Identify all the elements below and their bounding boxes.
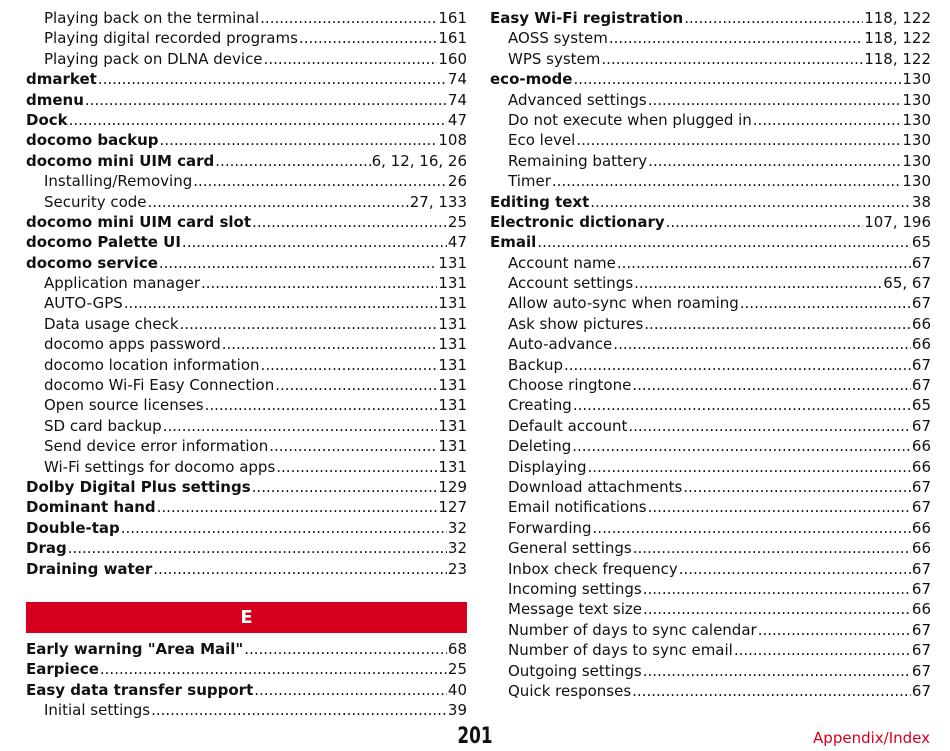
- dot-leader: [643, 579, 911, 599]
- dot-leader: [275, 375, 437, 395]
- page-reference: 131: [438, 294, 467, 313]
- index-subentry: [490, 640, 931, 660]
- page-reference: 130: [902, 90, 931, 109]
- dot-leader: [148, 192, 409, 212]
- dot-leader: [648, 151, 901, 171]
- index-subentry: [490, 253, 931, 273]
- index-term: Dolby Digital Plus settings: [26, 477, 251, 496]
- page-reference: 67: [911, 681, 931, 700]
- page-reference: 131: [438, 253, 467, 272]
- dot-leader: [564, 355, 911, 375]
- page-reference: 66: [911, 600, 931, 619]
- dot-leader: [276, 457, 437, 477]
- index-term: Number of days to sync calendar: [508, 620, 757, 639]
- page-reference: 161: [438, 9, 467, 27]
- dot-leader: [593, 518, 911, 538]
- page-reference: 130: [902, 172, 931, 191]
- page-reference: 67: [911, 477, 931, 496]
- index-subentry: [26, 436, 467, 456]
- index-term: docomo Wi-Fi Easy Connection: [44, 376, 275, 395]
- index-subentry: [26, 8, 467, 28]
- index-subentry: [490, 90, 931, 110]
- index-term: Wi-Fi settings for docomo apps: [44, 457, 276, 476]
- index-term: Displaying: [508, 457, 587, 476]
- page-reference: 67: [911, 376, 931, 395]
- index-term: Creating: [508, 396, 572, 415]
- dot-leader: [601, 49, 863, 69]
- index-term: WPS system: [508, 49, 601, 68]
- index-subentry: [490, 477, 931, 497]
- index-entry: [26, 69, 467, 89]
- page-reference: 131: [438, 355, 467, 374]
- dot-leader: [244, 639, 447, 659]
- index-subentry: [26, 293, 467, 313]
- index-subentry: [490, 110, 931, 130]
- page-reference: 65: [911, 396, 931, 415]
- index-term: Remaining battery: [508, 151, 648, 170]
- index-entry: [490, 232, 931, 252]
- page-reference: 66: [911, 335, 931, 354]
- dot-leader: [740, 293, 911, 313]
- dot-leader: [632, 681, 911, 701]
- index-subentry: [26, 416, 467, 436]
- dot-leader: [182, 232, 447, 252]
- index-term: Deleting: [508, 437, 572, 456]
- index-term: dmenu: [26, 90, 84, 109]
- page-reference: 67: [911, 294, 931, 313]
- page-reference: 67: [911, 579, 931, 598]
- index-subentry: [490, 681, 931, 701]
- index-term: Backup: [508, 355, 563, 374]
- dot-leader: [734, 640, 911, 660]
- dot-leader: [684, 8, 863, 28]
- index-subentry: [26, 192, 467, 212]
- dot-leader: [201, 273, 437, 293]
- index-term: Number of days to sync email: [508, 641, 733, 660]
- dot-leader: [69, 110, 447, 130]
- page-reference: 66: [911, 518, 931, 537]
- index-term: Application manager: [44, 274, 200, 293]
- index-entry: [490, 212, 931, 232]
- index-subentry: [26, 171, 467, 191]
- dot-leader: [254, 680, 447, 700]
- index-subentry: [26, 334, 467, 354]
- dot-leader: [205, 395, 438, 415]
- index-term: Playing back on the terminal: [44, 9, 260, 27]
- index-column-left: [26, 8, 467, 721]
- page-reference: 118, 122: [864, 49, 931, 68]
- index-entry: [26, 253, 467, 273]
- index-term: docomo location information: [44, 355, 260, 374]
- page-reference: 25: [447, 660, 467, 679]
- index-subentry: [490, 355, 931, 375]
- dot-leader: [628, 416, 911, 436]
- dot-leader: [153, 559, 447, 579]
- dot-leader: [159, 253, 437, 273]
- page-reference: 108: [438, 131, 467, 150]
- dot-leader: [634, 273, 882, 293]
- index-subentry: [490, 171, 931, 191]
- page-reference: 67: [911, 559, 931, 578]
- dot-leader: [588, 457, 911, 477]
- dot-leader: [252, 212, 447, 232]
- index-subentry: [490, 130, 931, 150]
- index-term: Security code: [44, 192, 147, 211]
- dot-leader: [121, 518, 447, 538]
- page-reference: 47: [447, 110, 467, 129]
- index-entry: [490, 8, 931, 28]
- index-subentry: [26, 49, 467, 69]
- index-term: docomo apps password: [44, 335, 221, 354]
- page-reference: 32: [447, 518, 467, 537]
- page-reference: 67: [911, 355, 931, 374]
- dot-leader: [180, 314, 438, 334]
- page-reference: 66: [911, 437, 931, 456]
- dot-leader: [573, 395, 911, 415]
- index-term: Initial settings: [44, 701, 151, 720]
- index-entry: [490, 192, 931, 212]
- page-reference: 67: [911, 620, 931, 639]
- index-subentry: [490, 395, 931, 415]
- page-reference: 67: [911, 641, 931, 660]
- page-reference: 131: [438, 274, 467, 293]
- index-term: Message text size: [508, 600, 642, 619]
- dot-leader: [163, 416, 438, 436]
- index-subentry: [26, 355, 467, 375]
- dot-leader: [222, 334, 438, 354]
- page-reference: 66: [911, 314, 931, 333]
- index-term: Quick responses: [508, 681, 632, 700]
- page-reference: 130: [902, 70, 931, 89]
- dot-leader: [590, 192, 911, 212]
- page-reference: 66: [911, 539, 931, 558]
- index-term: SD card backup: [44, 416, 162, 435]
- index-term: Electronic dictionary: [490, 212, 665, 231]
- page-reference: 74: [447, 70, 467, 89]
- page-reference: 38: [911, 192, 931, 211]
- index-term: Playing pack on DLNA device: [44, 49, 263, 68]
- dot-leader: [753, 110, 902, 130]
- page-reference: 131: [438, 457, 467, 476]
- index-term: dmarket: [26, 70, 97, 89]
- page-reference: 67: [911, 661, 931, 680]
- index-subentry: [490, 538, 931, 558]
- index-list-e-continued: [490, 8, 931, 701]
- index-subentry: [490, 661, 931, 681]
- dot-leader: [260, 8, 437, 28]
- page-reference: 65, 67: [883, 274, 931, 293]
- index-term: Eco level: [508, 131, 576, 150]
- index-subentry: [490, 579, 931, 599]
- dot-leader: [151, 700, 447, 720]
- page-reference: 118, 122: [864, 29, 931, 48]
- index-subentry: [490, 497, 931, 517]
- page-reference: 40: [447, 680, 467, 699]
- page-reference: 74: [447, 90, 467, 109]
- index-term: Timer: [508, 172, 551, 191]
- dot-leader: [68, 538, 447, 558]
- index-entry: [490, 69, 931, 89]
- index-column-right: [490, 8, 931, 701]
- page-reference: 39: [447, 701, 467, 720]
- index-term: Account settings: [508, 274, 634, 293]
- dot-leader: [573, 69, 901, 89]
- page-reference: 67: [911, 416, 931, 435]
- index-entry: [26, 151, 467, 171]
- dot-leader: [269, 436, 437, 456]
- index-term: Playing digital recorded programs: [44, 29, 298, 48]
- index-subentry: [490, 151, 931, 171]
- index-entry: [26, 232, 467, 252]
- index-entry: [26, 130, 467, 150]
- index-subentry: [490, 314, 931, 334]
- index-term: AUTO-GPS: [44, 294, 123, 313]
- index-term: Send device error information: [44, 437, 269, 456]
- page-reference: 66: [911, 457, 931, 476]
- dot-leader: [632, 375, 911, 395]
- index-entry: [26, 639, 467, 659]
- index-entry: [26, 680, 467, 700]
- dot-leader: [683, 477, 911, 497]
- index-entry: [26, 659, 467, 679]
- page-reference: 47: [447, 233, 467, 252]
- dot-leader: [613, 334, 911, 354]
- dot-leader: [98, 69, 447, 89]
- page-reference: 160: [438, 49, 467, 68]
- page-reference: 131: [438, 437, 467, 456]
- index-term: General settings: [508, 539, 632, 558]
- index-subentry: [26, 457, 467, 477]
- page-reference: 65: [911, 233, 931, 252]
- dot-leader: [576, 130, 901, 150]
- dot-leader: [648, 90, 902, 110]
- dot-leader: [679, 559, 911, 579]
- page-reference: 130: [902, 151, 931, 170]
- page-reference: 26: [447, 172, 467, 191]
- index-term: Allow auto-sync when roaming: [508, 294, 739, 313]
- index-term: eco-mode: [490, 70, 573, 89]
- page-number: 201: [457, 724, 493, 749]
- dot-leader: [299, 28, 437, 48]
- dot-leader: [124, 293, 438, 313]
- index-term: Drag: [26, 539, 67, 558]
- page-reference: 27, 133: [409, 192, 467, 211]
- index-entry: [26, 477, 467, 497]
- index-term: Data usage check: [44, 314, 179, 333]
- page-reference: 131: [438, 314, 467, 333]
- index-subentry: [490, 599, 931, 619]
- index-entry: [26, 538, 467, 558]
- section-header-e: E: [26, 602, 467, 633]
- page-reference: 25: [447, 212, 467, 231]
- page-reference: 131: [438, 376, 467, 395]
- index-term: Open source licenses: [44, 396, 204, 415]
- index-subentry: [490, 620, 931, 640]
- section-gap: [26, 579, 467, 602]
- dot-leader: [758, 620, 911, 640]
- dot-leader: [644, 314, 911, 334]
- index-subentry: [490, 49, 931, 69]
- page-reference: 130: [902, 131, 931, 150]
- page-reference: 131: [438, 396, 467, 415]
- index-entry: [26, 559, 467, 579]
- index-entry: [26, 212, 467, 232]
- dot-leader: [537, 232, 911, 252]
- index-subentry: [490, 457, 931, 477]
- index-entry: [26, 518, 467, 538]
- index-entry: [26, 497, 467, 517]
- index-term: Choose ringtone: [508, 376, 632, 395]
- index-subentry: [490, 334, 931, 354]
- index-subentry: [26, 395, 467, 415]
- dot-leader: [264, 49, 438, 69]
- index-subentry: [26, 28, 467, 48]
- index-term: docomo backup: [26, 131, 159, 150]
- dot-leader: [193, 171, 447, 191]
- dot-leader: [633, 538, 911, 558]
- dot-leader: [552, 171, 901, 191]
- index-term: Dock: [26, 110, 68, 129]
- index-term: Draining water: [26, 559, 153, 578]
- dot-leader: [261, 355, 438, 375]
- dot-leader: [160, 130, 438, 150]
- index-term: Inbox check frequency: [508, 559, 678, 578]
- section-name: Appendix/Index: [813, 729, 930, 747]
- index-subentry: [26, 375, 467, 395]
- index-term: Do not execute when plugged in: [508, 110, 752, 129]
- index-term: Outgoing settings: [508, 661, 642, 680]
- index-term: Ask show pictures: [508, 314, 644, 333]
- index-term: Earpiece: [26, 660, 99, 679]
- index-term: AOSS system: [508, 29, 608, 48]
- page-reference: 6, 12, 16, 26: [371, 151, 467, 170]
- dot-leader: [157, 497, 438, 517]
- index-term: docomo Palette UI: [26, 233, 181, 252]
- index-subentry: [490, 375, 931, 395]
- index-term: Default account: [508, 416, 628, 435]
- index-term: Forwarding: [508, 518, 592, 537]
- dot-leader: [572, 436, 911, 456]
- page-reference: 127: [438, 498, 467, 517]
- index-subentry: [26, 314, 467, 334]
- index-term: Advanced settings: [508, 90, 647, 109]
- dot-leader: [643, 661, 911, 681]
- index-term: Easy Wi-Fi registration: [490, 9, 684, 27]
- page-reference: 130: [902, 110, 931, 129]
- index-subentry: [490, 559, 931, 579]
- index-entry: [26, 110, 467, 130]
- index-term: Early warning "Area Mail": [26, 639, 244, 658]
- index-term: Incoming settings: [508, 579, 642, 598]
- page-reference: 131: [438, 335, 467, 354]
- dot-leader: [609, 28, 863, 48]
- index-term: Dominant hand: [26, 498, 156, 517]
- dot-leader: [85, 90, 447, 110]
- index-term: Installing/Removing: [44, 172, 193, 191]
- index-term: docomo service: [26, 253, 158, 272]
- index-list-e: [26, 639, 467, 721]
- page-reference: 129: [438, 477, 467, 496]
- index-term: Auto-advance: [508, 335, 613, 354]
- page-reference: 131: [438, 416, 467, 435]
- index-subentry: [26, 273, 467, 293]
- index-term: Email notifications: [508, 498, 647, 517]
- index-subentry: [26, 700, 467, 720]
- index-term: Easy data transfer support: [26, 680, 254, 699]
- page-reference: 68: [447, 639, 467, 658]
- page-reference: 161: [438, 29, 467, 48]
- page-reference: 67: [911, 498, 931, 517]
- dot-leader: [617, 253, 911, 273]
- index-subentry: [490, 273, 931, 293]
- index-term: Download attachments: [508, 477, 683, 496]
- index-term: Editing text: [490, 192, 590, 211]
- dot-leader: [648, 497, 911, 517]
- dot-leader: [100, 659, 447, 679]
- index-subentry: [490, 518, 931, 538]
- page-reference: 67: [911, 253, 931, 272]
- page-reference: 23: [447, 559, 467, 578]
- page-reference: 107, 196: [864, 212, 931, 231]
- dot-leader: [215, 151, 370, 171]
- dot-leader: [643, 599, 911, 619]
- index-subentry: [490, 416, 931, 436]
- index-list-d: [26, 8, 467, 579]
- index-subentry: [490, 28, 931, 48]
- index-term: docomo mini UIM card: [26, 151, 215, 170]
- dot-leader: [252, 477, 438, 497]
- index-term: Email: [490, 233, 537, 252]
- index-term: docomo mini UIM card slot: [26, 212, 252, 231]
- index-entry: [26, 90, 467, 110]
- page-reference: 32: [447, 539, 467, 558]
- index-term: Double-tap: [26, 518, 120, 537]
- index-subentry: [490, 436, 931, 456]
- index-subentry: [490, 293, 931, 313]
- dot-leader: [666, 212, 864, 232]
- page-reference: 118, 122: [864, 9, 931, 27]
- index-term: Account name: [508, 253, 616, 272]
